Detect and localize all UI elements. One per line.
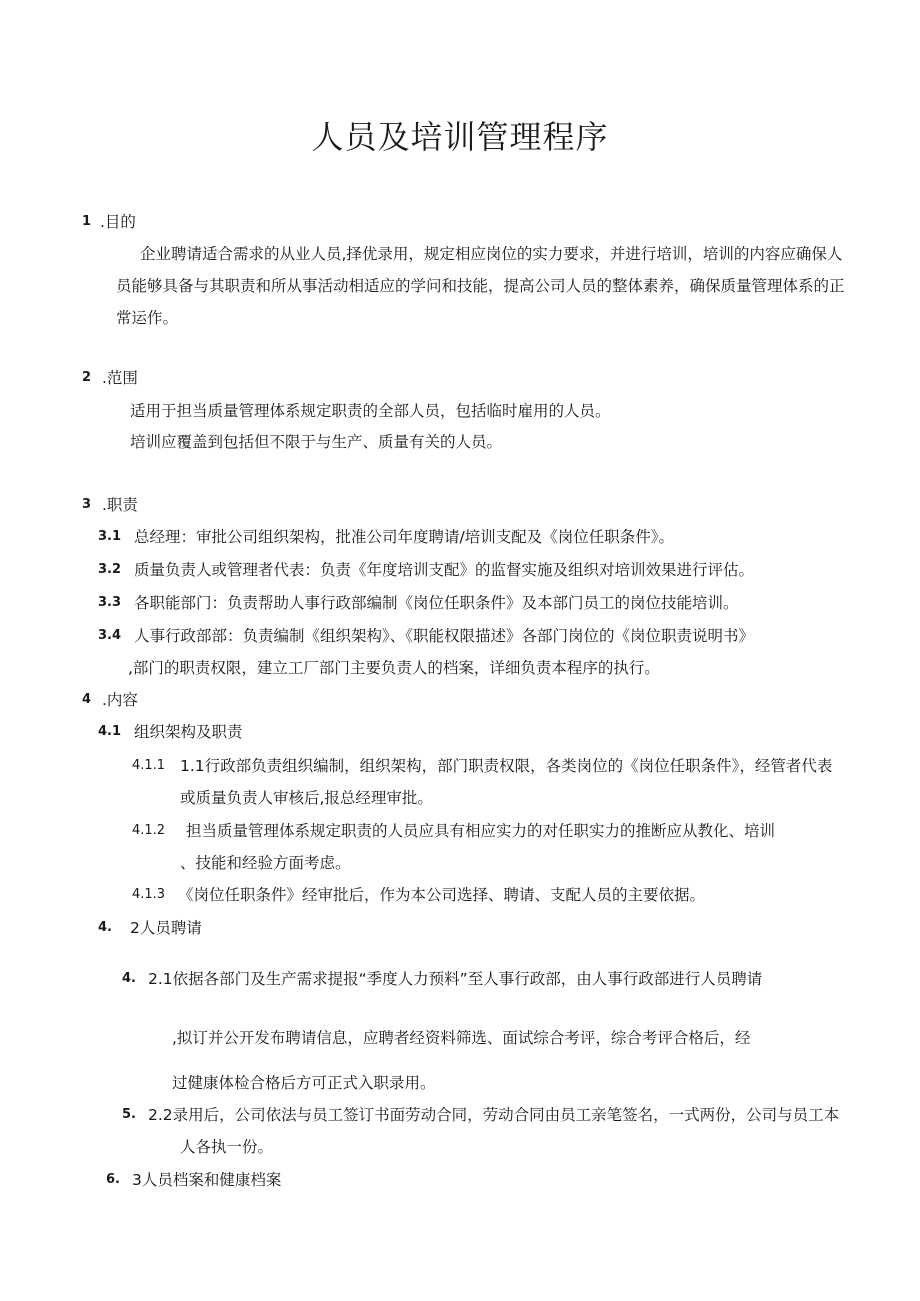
item-3-1-number: 3.1 <box>98 529 122 544</box>
item-4-1-1-text: 1.1行政部负责组织编制，组织架构，部门职责权限，各类岗位的《岗位任职条件》，经管者代表 <box>180 757 833 775</box>
section-4-heading: .内容 <box>102 691 138 709</box>
list-item-number: 6. <box>106 1172 120 1187</box>
item-4-1-1-continuation: 或质量负责人审核后,报总经理审批。 <box>180 789 433 807</box>
page-title: 人员及培训管理程序 <box>311 118 609 156</box>
item-3-3-text: 各职能部门：负责帮助人事行政部编制《岗位任职条件》及本部门员工的岗位技能培训。 <box>134 594 739 612</box>
item-3-4-text: 人事行政部部：负责编制《组织架构》、《职能权限描述》各部门岗位的《岗位职责说明书》 <box>134 627 755 645</box>
section-2-paragraph-line: 培训应覆盖到包括但不限于与生产、质量有关的人员。 <box>130 433 503 451</box>
item-4-1-2-text: 担当质量管理体系规定职责的人员应具有相应实力的对任职实力的推断应从教化、培训 <box>186 822 776 840</box>
section-3-heading: .职责 <box>102 496 138 514</box>
item-4-1-text: 组织架构及职责 <box>134 723 243 741</box>
section-1-heading: .目的 <box>100 213 136 231</box>
list-item-continuation: 过健康体检合格后方可正式入职录用。 <box>172 1074 436 1092</box>
list-item-text: 2.1依据各部门及生产需求提报“季度人力预料”至人事行政部，由人事行政部进行人员聘请 <box>148 970 763 988</box>
item-4-1-3-number: 4.1.3 <box>132 887 166 902</box>
section-1-paragraph-line: 常运作。 <box>116 309 179 327</box>
item-4-1-number: 4.1 <box>98 724 122 739</box>
section-3-number: 3 <box>82 497 92 512</box>
item-4-1-1-number: 4.1.1 <box>132 758 166 773</box>
list-item-text: 2.2录用后，公司依法与员工签订书面劳动合同，劳动合同由员工亲笔签名，一式两份，公司与员工本 <box>148 1106 840 1124</box>
list-item-continuation: 人各执一份。 <box>180 1138 274 1156</box>
list-item-text: 2人员聘请 <box>130 919 202 937</box>
item-3-3-number: 3.3 <box>98 595 122 610</box>
list-item-number: 4. <box>98 920 112 935</box>
item-4-1-2-continuation: 、技能和经验方面考虑。 <box>180 854 351 872</box>
list-item-number: 5. <box>122 1107 136 1122</box>
list-item-continuation: ,拟订并公开发布聘请信息，应聘者经资料筛选、面试综合考评，综合考评合格后，经 <box>172 1029 751 1047</box>
section-1-paragraph-line: 员能够具备与其职责和所从事活动相适应的学问和技能，提高公司人员的整体素养，确保质量管理体系的正 <box>116 277 845 295</box>
list-item-number: 4. <box>122 971 136 986</box>
section-2-number: 2 <box>82 370 92 385</box>
section-2-paragraph-line: 适用于担当质量管理体系规定职责的全部人员，包括临时雇用的人员。 <box>130 402 611 420</box>
section-4-number: 4 <box>82 692 92 707</box>
section-1-number: 1 <box>82 214 92 229</box>
list-item-text: 3人员档案和健康档案 <box>132 1171 282 1189</box>
item-4-1-3-text: 《岗位任职条件》经审批后，作为本公司选择、聘请、支配人员的主要依据。 <box>178 886 706 904</box>
item-3-2-number: 3.2 <box>98 562 122 577</box>
item-3-4-number: 3.4 <box>98 628 122 643</box>
item-3-2-text: 质量负责人或管理者代表：负责《年度培训支配》的监督实施及组织对培训效果进行评估。 <box>134 561 755 579</box>
item-4-1-2-number: 4.1.2 <box>132 823 166 838</box>
section-2-heading: .范围 <box>102 369 138 387</box>
item-3-4-continuation: ,部门的职责权限，建立工厂部门主要负责人的档案，详细负责本程序的执行。 <box>128 659 660 677</box>
section-1-paragraph-line: 企业聘请适合需求的从业人员,择优录用，规定相应岗位的实力要求，并进行培训，培训的内容应确保人 <box>140 245 843 263</box>
item-3-1-text: 总经理：审批公司组织架构，批准公司年度聘请/培训支配及《岗位任职条件》。 <box>134 528 674 546</box>
